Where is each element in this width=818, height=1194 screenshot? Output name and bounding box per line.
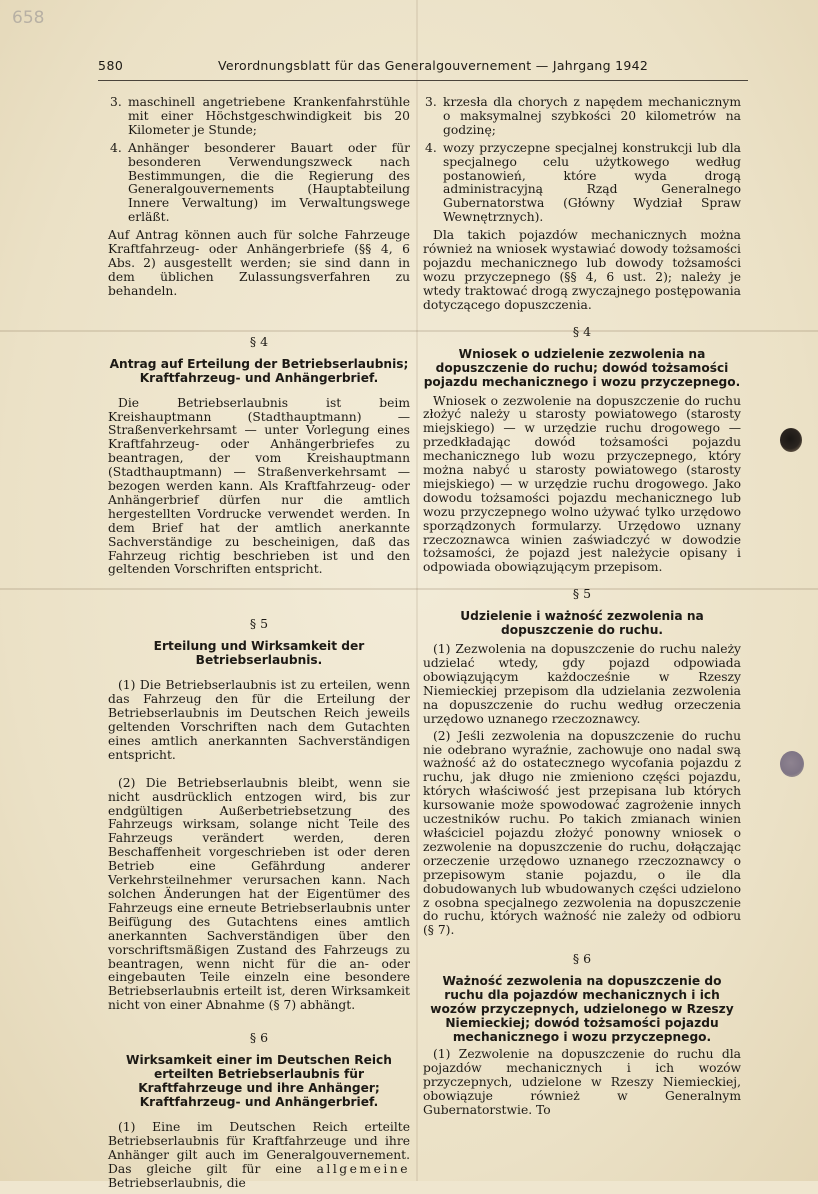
paragraph: (1) Zezwolenia na dopuszczenie do ruchu należy udzielać wtedy, gdy pojazd odpowiada obowiązującym każdocześnie w Rzeszy Niemieckiej przepisom dla udzielania zezwolenia na dopuszczenie do ruchu według orzeczenia urzędowo uznanego rzeczoznawcy. bbox=[423, 642, 741, 726]
item-number: 3. bbox=[425, 95, 437, 109]
paragraph: (1) Zezwolenie na dopuszczenie do ruchu dla pojazdów mechanicznych i ich wozów przyczepnych, udzielone w Rzeszy Niemieckiej, obowiązuje również w Generalnym Gubernatorstwie. To bbox=[423, 1047, 741, 1117]
header-rule bbox=[98, 80, 748, 81]
section-heading-4: § 4 bbox=[572, 323, 592, 339]
section-heading-6: § 6 bbox=[572, 951, 592, 967]
emphasized-word: allgemeine bbox=[316, 1161, 410, 1176]
section-heading-4: § 4 bbox=[249, 333, 269, 349]
section-title-4: Wniosek o udzielenie zezwolenia na dopuszczenie do ruchu; dowód tożsamości pojazdu mechanicznego i wozu przyczepnego. bbox=[423, 346, 741, 389]
paragraph: Die Betriebserlaubnis ist beim Kreishauptmann (Stadthauptmann) — Straßenverkehrsamt — unter Vorlegung eines Kraftfahrzeug- oder Anhängerbriefes zu beantragen, der vom Kreishauptmann (Stadthauptmann) — Straßenverkehrsamt — bezogen werden kann. Als Kraftfahrzeug- oder Anhängerbrief dürfen nur die amtlich hergestellten Vordrucke verwendet werden. In dem Brief hat der amtlich anerkannte Sachverständige zu bescheinigen, daß das Fahrzeug richtig beschrieben ist und den geltenden Vorschriften entspricht. bbox=[108, 395, 410, 577]
item-text: wozy przyczepne specjalnej konstrukcji lub dla specjalnego celu użytkowego według postanowień, które wyda drogą administracyjną Rząd Generalnego Gubernatorstwa (Główny Wydział Spraw Wewnętrznych). bbox=[443, 140, 741, 225]
punch-hole bbox=[780, 751, 804, 777]
german-column bbox=[108, 96, 410, 1194]
section-title-6: Ważność zezwolenia na dopuszczenie do ruchu dla pojazdów mechanicznych i ich wozów przyczepnych, udzielonego w Rzeszy Niemieckiej; dowód tożsamości pojazdu mechanicznego i wozu przyczepnego. bbox=[430, 974, 734, 1045]
text-run: (1) Eine im Deutschen Reich erteilte Betriebserlaubnis für Kraftfahrzeuge und ihre Anhänger gilt auch im Generalgouvernement. Das gleiche gilt für eine bbox=[108, 1120, 410, 1176]
item-text: maschinell angetriebene Krankenfahrstühle mit einer Höchstgeschwindigkeit bis 20 Kilometer je Stunde; bbox=[128, 95, 410, 137]
archive-stamp-number: 658 bbox=[12, 8, 45, 28]
text-run: Betriebserlaubnis, die bbox=[108, 1175, 246, 1190]
punch-hole bbox=[780, 428, 802, 452]
paragraph: Dla takich pojazdów mechanicznych można również na wniosek wystawiać dowody tożsamości pojazdu mechanicznego lub dowody tożsamości wozu przyczepnego (§§ 4, 6 ust. 2); należy je wtedy traktować drogą zwyczajnego postępowania dotyczącego dopuszczenia. bbox=[423, 228, 741, 312]
section-title-4: Antrag auf Erteilung der Betriebserlaubnis; Kraftfahrzeug- und Anhängerbrief. bbox=[109, 356, 409, 385]
polish-column bbox=[423, 96, 741, 1121]
paragraph: (2) Die Betriebserlaubnis bleibt, wenn sie nicht ausdrücklich entzogen wird, bis zur endgültigen Außerbetriebsetzung des Fahrzeugs wirksam, solange nicht Teile des Fahrzeugs verändert werden, deren Beschaffenheit vorgeschrieben ist oder deren Betrieb eine Gefährdung anderer Verkehrsteilnehmer verursachen kann. Nach solchen Änderungen hat der Eigentümer des Fahrzeugs eine erneute Betriebserlaubnis unter Beifügung des Gutachtens eines amtlich anerkannten Sachverständigen über den vorschriftsmäßigen Zustand des Fahrzeugs zu beantragen, wenn nicht für die an- oder eingebauten Teile einzeln eine besondere Betriebserlaubnis erteilt ist, deren Wirksamkeit nicht von einer Abnahme (§ 7) abhängt. bbox=[108, 775, 410, 1013]
section-heading-6: § 6 bbox=[249, 1030, 269, 1046]
paragraph: Wniosek o zezwolenie na dopuszczenie do ruchu złożyć należy u starosty powiatowego (starosty miejskiego) — w urzędzie ruchu drogowego — przedkładając dowód tożsamości pojazdu mechanicznego lub wozu przyczepnego, który można nabyć u starosty powiatowego (starosty miejskiego) — w urzędzie ruchu drogowego. Jako dowodu tożsamości pojazdu mechanicznego lub wozu przyczepnego wolno używać tylko urzędowo sporządzonych formularzy. Urzędowo uznany rzeczoznawca winien zaświadczyć w dowodzie tożsamości, że pojazd jest należycie opisany i odpowiada obowiązującym przepisom. bbox=[423, 393, 741, 575]
section-heading-5: § 5 bbox=[572, 586, 592, 602]
paper-fold bbox=[416, 0, 418, 1181]
section-title-5: Erteilung und Wirksamkeit der Betriebserlaubnis. bbox=[153, 639, 365, 668]
running-title: Verordnungsblatt für das Generalgouvernement — Jahrgang 1942 bbox=[218, 58, 649, 73]
page-number: 580 bbox=[98, 58, 124, 73]
item-number: 4. bbox=[110, 140, 122, 155]
paragraph: (1) Die Betriebserlaubnis ist zu erteilen, wenn das Fahrzeug den für die Erteilung der Betriebserlaubnis im Deutschen Reich jeweils geltenden Vorschriften nach dem Gutachten eines amtlich anerkannten Sachverständigen entspricht. bbox=[108, 678, 410, 762]
paragraph bbox=[108, 1121, 410, 1191]
list-item bbox=[108, 142, 410, 225]
section-title-5: Udzielenie i ważność zezwolenia na dopuszczenie do ruchu. bbox=[460, 609, 704, 638]
item-number: 3. bbox=[110, 95, 122, 109]
item-text: krzesła dla chorych z napędem mechanicznym o maksymalnej szybkości 20 kilometrów na godzinę; bbox=[443, 95, 741, 137]
item-number: 4. bbox=[425, 140, 437, 155]
section-heading-5: § 5 bbox=[249, 616, 269, 632]
list-item bbox=[423, 96, 741, 138]
page-header bbox=[98, 58, 758, 78]
paragraph: Auf Antrag können auch für solche Fahrzeuge Kraftfahrzeug- oder Anhängerbriefe (§§ 4, 6 Abs. 2) ausgestellt werden; sie sind dann in dem üblichen Zulassungsverfahren zu behandeln. bbox=[108, 228, 410, 298]
list-item bbox=[108, 96, 410, 138]
section-title-6: Wirksamkeit einer im Deutschen Reich erteilten Betriebserlaubnis für Kraftfahrzeuge und ihre Anhänger; Kraftfahrzeug- und Anhängerbrief. bbox=[126, 1053, 392, 1110]
item-text: Anhänger besonderer Bauart oder für besonderen Verwendungszweck nach Bestimmungen, die die Regierung des Generalgouvernements (Hauptabteilung Innere Verwaltung) im Verwaltungswege erläßt. bbox=[128, 140, 410, 225]
list-item bbox=[423, 142, 741, 225]
paragraph: (2) Jeśli zezwolenia na dopuszczenie do ruchu nie odebrano wyraźnie, zachowuje ono nadal swą ważność aż do ostatecznego wycofania pojazdu z ruchu, jak długo nie zmieniono części pojazdu, których właściwość jest przepisana lub których kursowanie może spowodować zagrożenie innych uczestników ruchu. Po takich zmianach winien właściciel pojazdu złożyć ponowny wniosek o zezwolenie na dopuszczenie do ruchu, dołączając orzeczenie urzędowo uznanego rzeczoznawcy o przepisowym stanie pojazdu, o ile dla dobudowanych lub wbudowanych części udzielono z osobna specjalnego zezwolenia na dopuszczenie do ruchu, których ważność nie zależy od odbioru (§ 7). bbox=[423, 728, 741, 938]
